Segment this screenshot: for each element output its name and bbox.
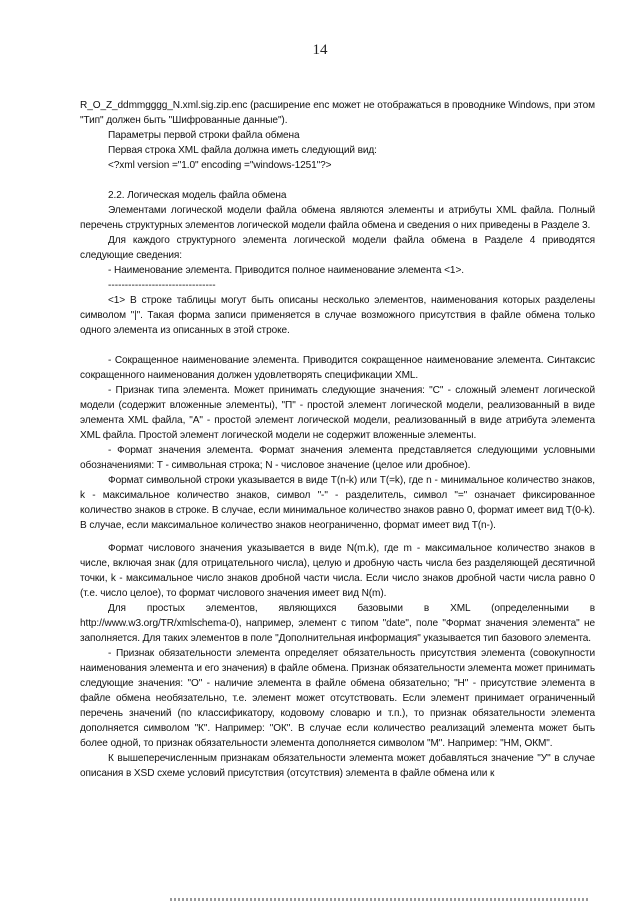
document-body <box>80 98 595 781</box>
spacer <box>80 173 595 188</box>
paragraph: - Сокращенное наименование элемента. Приводится сокращенное наименование элемента. Синтаксис сокращенного наименования должен удовлетворять спецификации XML. <box>80 355 595 381</box>
paragraph: Формат числового значения указывается в виде N(m.k), где m - максимальное количество знаков в числе, включая знак (для отрицательного числа), целую и дробную часть числа без разделяющей десятичной точки, k - максимальное число знаков дробной части числа. Если число знаков дробной части числа равно 0 (т.е. число целое), то формат числового значения имеет вид N(m). <box>80 543 595 599</box>
paragraph: Для каждого структурного элемента логической модели файла обмена в Разделе 4 приводятся следующие сведения: <box>80 235 595 261</box>
paragraph: К вышеперечисленным признакам обязательности элемента может добавляться значение "У" в случае описания в XSD схеме условий присутствия (отсутствия) элемента в файле обмена или к <box>80 753 595 779</box>
paragraph: Для простых элементов, являющихся базовыми в XML (определенными в http://www.w3.org/TR/xmlschema-0), например, элемент с типом "date", поле "Формат значения элемента" не заполняется. Для таких элементов в поле "Дополнительная информация" указывается тип базового элемента. <box>80 603 595 644</box>
scan-artifact <box>170 898 590 901</box>
page-number: 14 <box>312 42 328 58</box>
paragraph: - Признак типа элемента. Может принимать следующие значения: "С" - сложный элемент логической модели (содержит вложенные элементы), "П" - простой элемент логической модели, реализованный в виде элемента XML файла, "А" - простой элемент логической модели, реализованный в виде атрибута элемента XML файла. Простой элемент логической модели не содержит вложенные элементы. <box>80 385 595 441</box>
paragraph: Первая строка XML файла должна иметь следующий вид: <box>108 145 377 156</box>
paragraph: Формат символьной строки указывается в виде Т(n-k) или Т(=k), где n - минимальное количество знаков, k - максимальное количество знаков, символ "-" - разделитель, символ "=" означает фиксированное количество знаков в строке. В случае, если минимальное количество знаков равно 0, формат имеет вид Т(0-k). В случае, если максимальное количество знаков неограниченно, формат имеет вид Т(n-). <box>80 475 595 531</box>
paragraph: -------------------------------- <box>108 280 216 291</box>
paragraph: Элементами логической модели файла обмена являются элементы и атрибуты XML файла. Полный перечень структурных элементов логической модели файла обмена и сведения о них приведены в Разделе 3. <box>80 205 595 231</box>
paragraph: - Наименование элемента. Приводится полное наименование элемента <1>. <box>108 265 464 276</box>
paragraph: Параметры первой строки файла обмена <box>108 130 300 141</box>
spacer <box>80 338 595 353</box>
spacer <box>80 533 595 541</box>
paragraph: - Формат значения элемента. Формат значения элемента представляется следующими условными обозначениями: Т - символьная строка; N - числовое значение (целое или дробное). <box>80 445 595 471</box>
paragraph: <1> В строке таблицы могут быть описаны несколько элементов, наименования которых разделены символом "|". Такая форма записи применяется в случае возможного присутствия в файле обмена только одного элемента из описанных в этой строке. <box>80 295 595 336</box>
paragraph: <?xml version ="1.0" encoding ="windows-1251"?> <box>108 160 332 171</box>
paragraph: - Признак обязательности элемента определяет обязательность присутствия элемента (совокупности наименования элемента и его значения) в файле обмена. Признак обязательности элемента может принимать следующие значения: "О" - наличие элемента в файле обмена обязательно; "Н" - присутствие элемента в файле обмена необязательно, т.е. элемент может отсутствовать. Если элемент принимает ограниченный перечень значений (по классификатору, кодовому словарю и т.п.), то признак обязательности элемента дополняется символом "К". Например: "ОК". В случае если количество реализаций элемента может быть более одной, то признак обязательности элемента дополняется символом "М". Например: "НМ, ОКМ". <box>80 648 595 749</box>
paragraph: R_O_Z_ddmmgggg_N.xml.sig.zip.enc (расширение enc может не отображаться в проводнике Windows, при этом "Тип" должен быть "Шифрованные данные"). <box>80 100 595 126</box>
paragraph: 2.2. Логическая модель файла обмена <box>108 190 287 201</box>
